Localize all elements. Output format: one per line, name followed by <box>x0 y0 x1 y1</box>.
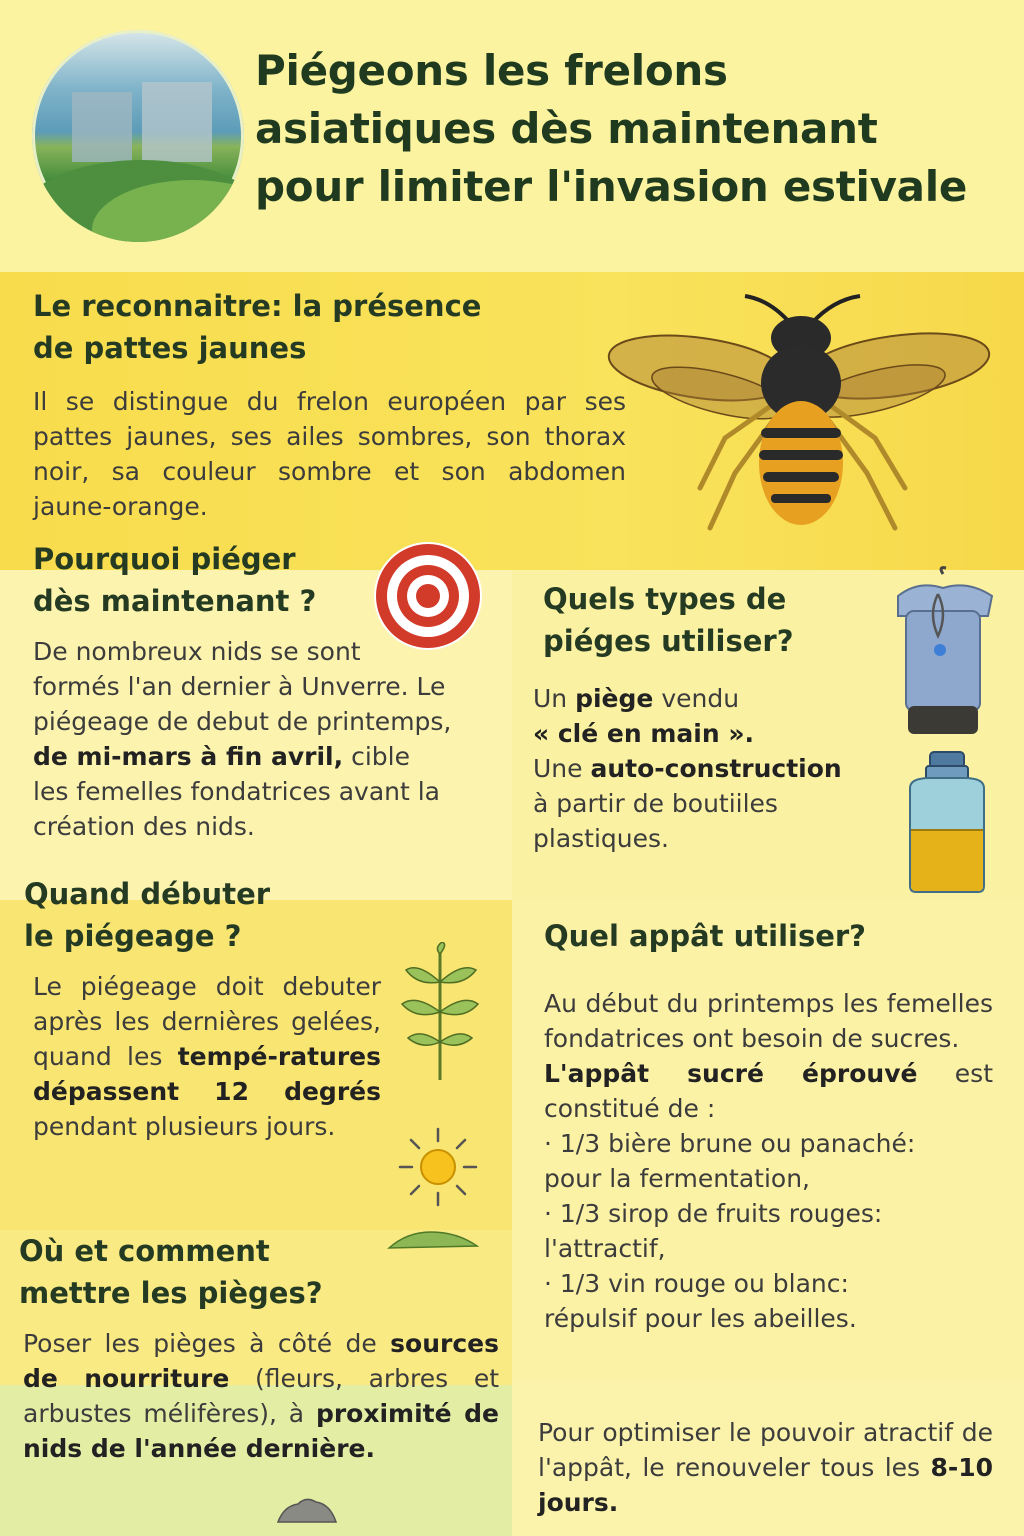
why-text <box>33 634 453 844</box>
bold-span: de mi-mars à fin avril, <box>33 742 344 771</box>
recognize-heading <box>33 285 593 369</box>
when-heading <box>24 873 354 957</box>
heading-line: mettre les pièges? <box>19 1276 323 1310</box>
grass-mound-icon <box>387 1226 479 1250</box>
bold-span: proximité de nids de l'année dernière. <box>23 1399 499 1463</box>
where-text <box>23 1326 499 1466</box>
heading-line: piéges utiliser? <box>543 624 794 658</box>
text-line: à partir de boutiiles <box>533 789 778 818</box>
heading-line: Quand débuter <box>24 877 271 911</box>
heading-line: le piégeage ? <box>24 919 242 953</box>
recipe-item: · 1/3 sirop de fruits rouges: <box>544 1199 883 1228</box>
bait-text <box>544 986 993 1336</box>
bait-intro: Au début du printemps les femelles fondatrices ont besoin de sucres. <box>544 989 993 1053</box>
blue-trap-illustration <box>888 566 998 741</box>
text-line: plastiques. <box>533 824 669 853</box>
text-span: vendu <box>653 684 740 713</box>
recipe-item: pour la fermentation, <box>544 1164 811 1193</box>
recipe-item: · 1/3 vin rouge ou blanc: <box>544 1269 849 1298</box>
text-line <box>533 751 888 786</box>
why-heading <box>33 538 373 622</box>
hornet-illustration <box>605 288 1005 538</box>
bait-heading: Quel appât utiliser? <box>544 919 867 953</box>
recipe-item: · 1/3 bière brune ou panaché: <box>544 1129 916 1158</box>
text-span: Pour optimiser le pouvoir atractif de l'appât, le renouveler tous les <box>538 1418 993 1482</box>
recipe-item: répulsif pour les abeilles. <box>544 1304 857 1333</box>
bold-span: piège <box>575 684 654 713</box>
recipe-item: l'attractif, <box>544 1234 666 1263</box>
text-span: Le piégeage doit debuter après les dernières gelées, quand les <box>33 972 381 1071</box>
text-span: Poser les pièges à côté de <box>23 1329 391 1358</box>
heading-line: de pattes jaunes <box>33 331 307 365</box>
building-shape <box>142 82 212 162</box>
bold-span: tempé-ratures dépassent 12 degrés <box>33 1042 381 1106</box>
bold-span: sources de nourriture <box>23 1329 499 1393</box>
building-shape <box>72 92 132 162</box>
bottle-trap-illustration <box>900 748 995 896</box>
bait-recipe <box>544 1056 993 1126</box>
page-title <box>255 42 1015 216</box>
text-span: De nombreux nids se sont formés l'an dernier à Unverre. Le piégeage de debut de printemps, <box>33 637 452 736</box>
heading-line: dès maintenant ? <box>33 584 317 618</box>
heading-line: Où et comment <box>19 1234 270 1268</box>
bold-span: auto-construction <box>590 754 842 783</box>
recognize-text: Il se distingue du frelon européen par ses pattes jaunes, ses ailes sombres, son thorax noir, sa couleur sombre et son abdomen jaune-orange. <box>33 387 626 521</box>
types-text <box>533 681 888 856</box>
text-span: est constitué de : <box>544 1059 993 1123</box>
bold-span: 8-10 jours. <box>538 1453 993 1517</box>
title-line: asiatiques dès maintenant <box>255 104 878 153</box>
title-line: pour limiter l'invasion estivale <box>255 162 968 211</box>
stone-icon <box>276 1494 338 1524</box>
bold-span: L'appât sucré éprouvé <box>544 1059 918 1088</box>
types-heading <box>543 578 873 662</box>
where-heading <box>19 1230 379 1314</box>
text-line <box>533 681 888 716</box>
heading-line: Le reconnaitre: la présence <box>33 289 482 323</box>
landscape-photo <box>32 30 244 242</box>
text-span: Une <box>533 754 591 783</box>
when-text <box>33 969 381 1144</box>
sun-icon <box>396 1125 480 1209</box>
text-span: (fleurs, arbres et arbustes mélifères), à <box>23 1364 499 1428</box>
leaf-branch-icon <box>398 942 483 1082</box>
heading-line: Pourquoi piéger <box>33 542 296 576</box>
bold-span: « clé en main ». <box>533 719 754 748</box>
text-line <box>533 716 888 751</box>
text-span: Un <box>533 684 576 713</box>
heading-line: Quels types de <box>543 582 787 616</box>
bait-renew-text <box>538 1415 993 1520</box>
text-span: cible les femelles fondatrices avant la création des nids. <box>33 742 441 841</box>
text-span: pendant plusieurs jours. <box>33 1112 336 1141</box>
title-line: Piégeons les frelons <box>255 46 728 95</box>
